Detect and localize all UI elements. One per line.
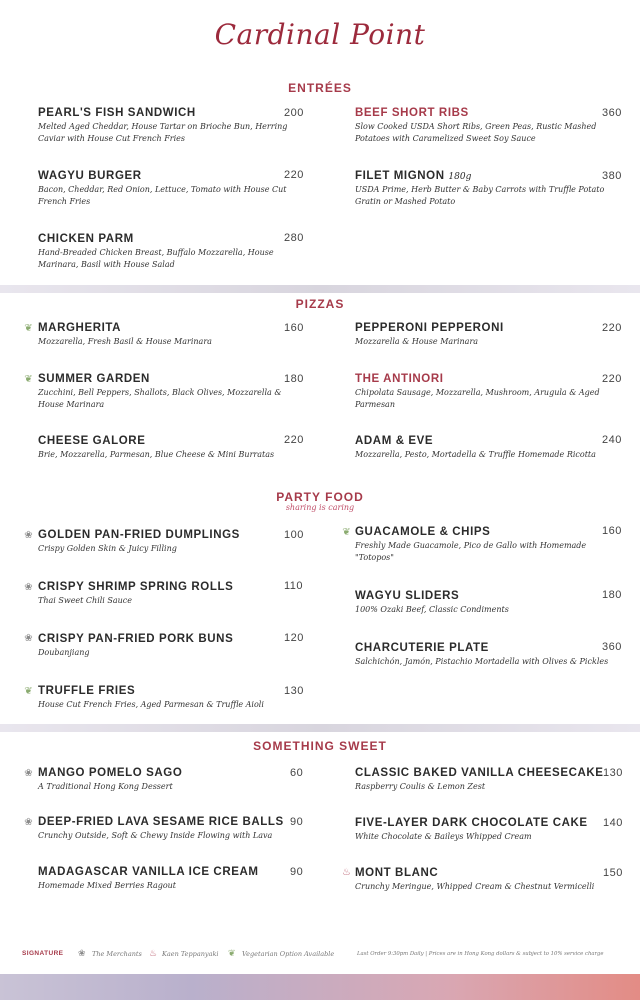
- item-name: THE ANTINORI: [355, 373, 444, 385]
- item-name: CLASSIC BAKED VANILLA CHEESECAKE: [355, 767, 604, 779]
- vegetarian-leaf-icon: ❦: [228, 948, 236, 958]
- item-price: 220: [602, 322, 622, 334]
- kaen-teppanyaki-icon: ♨: [149, 948, 158, 958]
- item-price: 120: [284, 632, 304, 644]
- item-name: FILET MIGNON: [355, 170, 445, 182]
- section-title-party-food: PARTY FOOD: [276, 490, 364, 504]
- section-subtitle: sharing is caring: [285, 503, 355, 512]
- item-name: CHARCUTERIE PLATE: [355, 642, 489, 654]
- item-price: 220: [602, 373, 622, 385]
- item-price: 150: [603, 867, 623, 879]
- item-description: Crunchy Outside, Soft & Chewy Inside Flowing with Lava: [38, 831, 273, 840]
- menu-item: [38, 866, 308, 892]
- item-description: Crunchy Meringue, Whipped Cream & Chestnut Vermicelli: [355, 882, 595, 891]
- kaen-teppanyaki-icon: ♨: [342, 867, 351, 878]
- item-price: 160: [602, 525, 622, 537]
- menu-item: [355, 373, 625, 411]
- menu-item: [355, 170, 625, 208]
- item-description: USDA Prime, Herb Butter & Baby Carrots with Truffle Potato Gratin or Mashed Potato: [355, 185, 605, 206]
- menu-item: [38, 435, 308, 461]
- menu-item: [355, 435, 625, 461]
- item-name: CRISPY SHRIMP SPRING ROLLS: [38, 581, 234, 593]
- item-price: 180: [284, 373, 304, 385]
- item-description: Salchichón, Jamón, Pistachio Mortadella with Olives & Pickles: [355, 657, 609, 666]
- section-title-entrees: ENTRÉES: [288, 81, 352, 95]
- footer-legend: [0, 944, 640, 966]
- item-description: Thai Sweet Chili Sauce: [38, 596, 133, 605]
- menu-item: [38, 767, 308, 793]
- item-weight: 180g: [448, 172, 472, 182]
- merchants-icon: ❀: [24, 633, 33, 644]
- item-description: Freshly Made Guacamole, Pico de Gallo with Homemade "Totopos": [355, 541, 587, 562]
- item-name: DEEP-FRIED LAVA SESAME RICE BALLS: [38, 816, 284, 828]
- item-price: 380: [602, 170, 622, 182]
- menu-item: [355, 642, 625, 668]
- item-description: House Cut French Fries, Aged Parmesan & Truffle Aioli: [38, 700, 264, 709]
- item-price: 130: [284, 685, 304, 697]
- item-description: Zucchini, Bell Peppers, Shallots, Black Olives, Mozzarella & House Marinara: [38, 388, 282, 409]
- item-price: 220: [284, 169, 304, 181]
- item-name: CHEESE GALORE: [38, 435, 146, 447]
- menu-item: [38, 233, 308, 271]
- item-name: MANGO POMELO SAGO: [38, 767, 183, 779]
- item-price: 180: [602, 589, 622, 601]
- item-price: 140: [603, 817, 623, 829]
- section-divider: [0, 285, 640, 293]
- item-description: Bacon, Cheddar, Red Onion, Lettuce, Tomato with House Cut French Fries: [38, 185, 287, 206]
- menu-item: [355, 526, 625, 564]
- item-description: Melted Aged Cheddar, House Tartar on Brioche Bun, Herring Caviar with House Cut French Fries: [38, 122, 288, 143]
- item-name: GUACAMOLE & CHIPS: [355, 526, 491, 538]
- legend-kaen: Kaen Teppanyaki: [162, 950, 219, 958]
- vegetarian-leaf-icon: ❦: [342, 527, 351, 538]
- item-price: 220: [284, 434, 304, 446]
- brand-logo: Cardinal Point: [214, 18, 426, 51]
- menu-item: [38, 373, 308, 411]
- item-description: Chipolata Sausage, Mozzarella, Mushroom, Arugula & Aged Parmesan: [355, 388, 600, 409]
- item-price: 110: [284, 580, 304, 592]
- menu-item: [38, 685, 308, 711]
- item-name: FIVE-LAYER DARK CHOCOLATE CAKE: [355, 817, 588, 829]
- menu-item: [38, 170, 308, 208]
- item-name: WAGYU SLIDERS: [355, 590, 460, 602]
- menu-item: [355, 867, 625, 893]
- menu-item: [38, 322, 308, 348]
- vegetarian-leaf-icon: ❦: [24, 323, 33, 334]
- legend-vegetarian: Vegetarian Option Available: [242, 950, 335, 958]
- item-name: MADAGASCAR VANILLA ICE CREAM: [38, 866, 259, 878]
- section-title-something-sweet: SOMETHING SWEET: [253, 739, 387, 753]
- item-name: SUMMER GARDEN: [38, 373, 150, 385]
- vegetarian-leaf-icon: ❦: [24, 374, 33, 385]
- menu-item: [38, 529, 308, 555]
- menu-item: [355, 767, 625, 793]
- bottom-gradient-bar: [0, 974, 640, 1000]
- item-description: Crispy Golden Skin & Juicy Filling: [38, 544, 177, 553]
- item-name: WAGYU BURGER: [38, 170, 142, 182]
- item-price: 280: [284, 232, 304, 244]
- merchants-icon: ❀: [24, 768, 33, 779]
- footer-note: Last Order 9:30pm Daily | Prices are in Hong Kong dollars & subject to 10% service charge: [357, 951, 604, 957]
- legend-merchants: The Merchants: [92, 950, 142, 958]
- item-description: Hand-Breaded Chicken Breast, Buffalo Mozzarella, House Marinara, Basil with House Salad: [38, 248, 274, 269]
- item-name: ADAM & EVE: [355, 435, 434, 447]
- menu-item: [38, 633, 308, 659]
- item-name: PEPPERONI PEPPERONI: [355, 322, 504, 334]
- item-price: 360: [602, 641, 622, 653]
- item-price: 240: [602, 434, 622, 446]
- section-divider: [0, 724, 640, 732]
- item-description: 100% Ozaki Beef, Classic Condiments: [355, 605, 509, 614]
- menu-item: [38, 581, 308, 607]
- menu-item: [355, 107, 625, 145]
- menu-item: [355, 322, 625, 348]
- item-description: Doubanjiang: [38, 648, 90, 657]
- item-description: Homemade Mixed Berries Ragout: [38, 881, 177, 890]
- item-price: 360: [602, 107, 622, 119]
- item-description: Raspberry Coulis & Lemon Zest: [355, 782, 486, 791]
- merchants-icon: ❀: [24, 582, 33, 593]
- legend-signature: SIGNATURE: [22, 950, 64, 957]
- item-description: Brie, Mozzarella, Parmesan, Blue Cheese & Mini Burratas: [38, 450, 275, 459]
- menu-item: [355, 817, 625, 843]
- menu-item: [38, 816, 308, 842]
- merchants-icon: ❀: [24, 817, 33, 828]
- section-title-pizzas: PIZZAS: [295, 297, 345, 311]
- item-name: PEARL'S FISH SANDWICH: [38, 107, 196, 119]
- item-description: Mozzarella, Pesto, Mortadella & Truffle Homemade Ricotta: [355, 450, 596, 459]
- item-price: 160: [284, 322, 304, 334]
- merchants-icon: ❀: [24, 530, 33, 541]
- item-name: BEEF SHORT RIBS: [355, 107, 469, 119]
- item-description: Mozzarella & House Marinara: [355, 337, 479, 346]
- menu-item: [38, 107, 308, 145]
- item-name: GOLDEN PAN-FRIED DUMPLINGS: [38, 529, 240, 541]
- merchants-icon: ❀: [78, 948, 86, 958]
- item-name: MONT BLANC: [355, 867, 439, 879]
- vegetarian-leaf-icon: ❦: [24, 686, 33, 697]
- item-name: TRUFFLE FRIES: [38, 685, 136, 697]
- item-price: 130: [603, 767, 623, 779]
- item-description: A Traditional Hong Kong Dessert: [38, 782, 173, 791]
- item-price: 90: [290, 866, 304, 878]
- item-price: 90: [290, 816, 304, 828]
- item-price: 60: [290, 767, 304, 779]
- item-name: MARGHERITA: [38, 322, 122, 334]
- item-price: 100: [284, 529, 304, 541]
- item-name-row: [355, 170, 625, 182]
- item-name: CRISPY PAN-FRIED PORK BUNS: [38, 633, 234, 645]
- item-description: Mozzarella, Fresh Basil & House Marinara: [38, 337, 212, 346]
- menu-item: [355, 590, 625, 616]
- item-name: CHICKEN PARM: [38, 233, 134, 245]
- item-description: White Chocolate & Baileys Whipped Cream: [355, 832, 532, 841]
- item-price: 200: [284, 107, 304, 119]
- item-description: Slow Cooked USDA Short Ribs, Green Peas, Rustic Mashed Potatoes with Caramelized Sweet Soy Sauce: [355, 122, 597, 143]
